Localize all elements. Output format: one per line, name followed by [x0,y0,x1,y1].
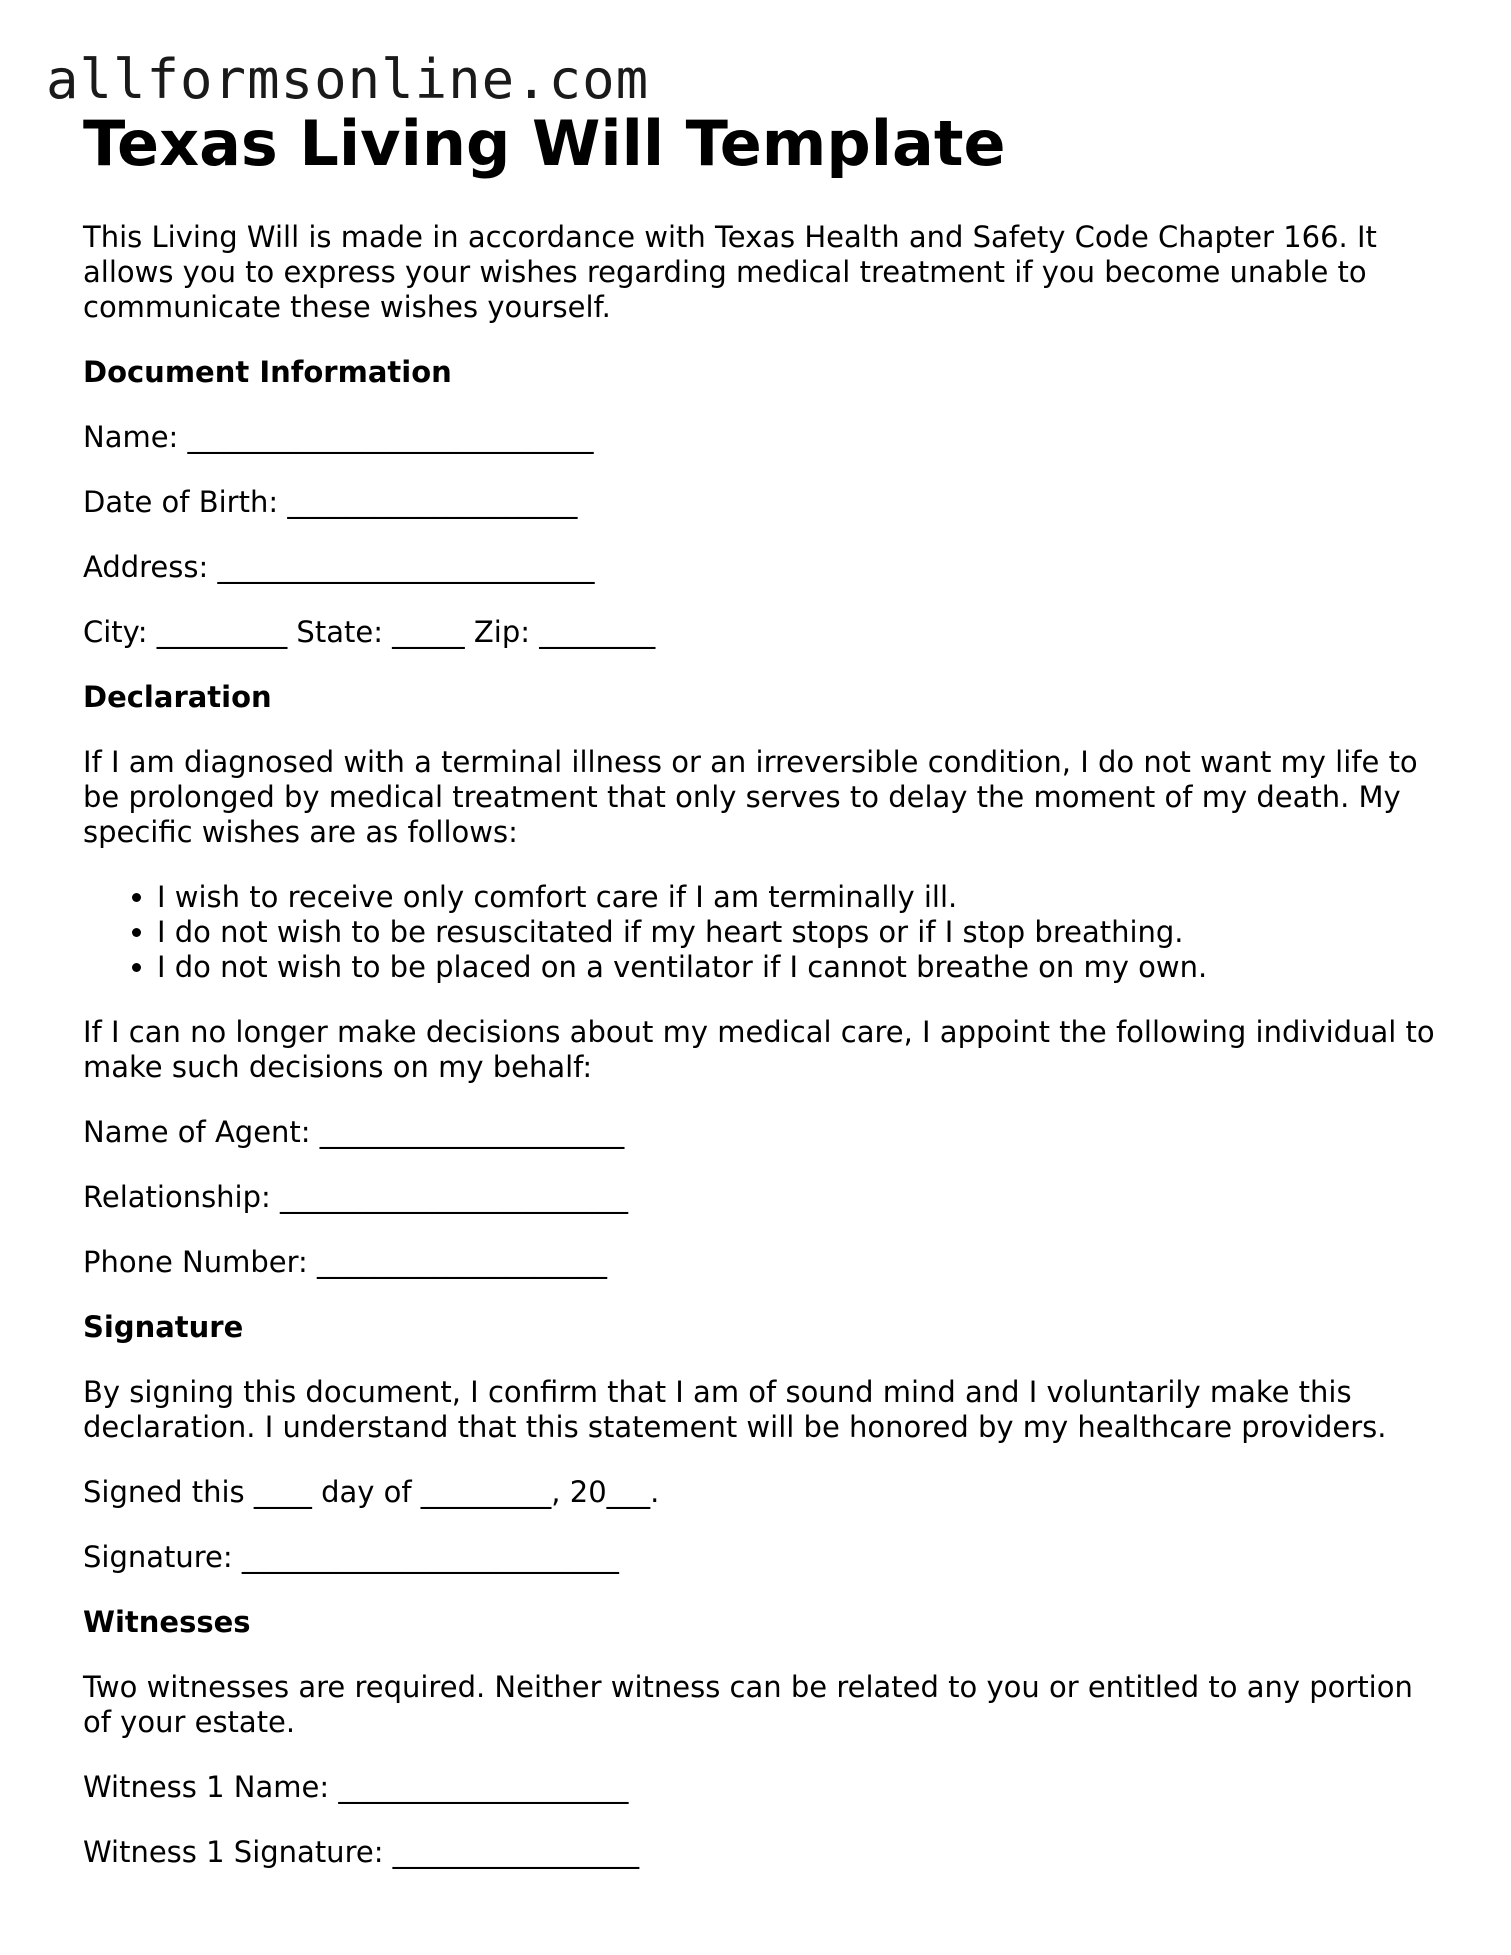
witness-1-name-field: Witness 1 Name: ____________________ [83,1770,629,1804]
signature-field: Signature: __________________________ [83,1540,619,1574]
list-item: • I do not wish to be placed on a ventilator if I cannot breathe on my own. [157,950,1443,985]
signature-paragraph: By signing this document, I confirm that I am of sound mind and I voluntarily make this declaration. I understand that this statement will be honored by my healthcare providers. [83,1375,1387,1444]
signature-heading: Signature [83,1310,244,1344]
declaration-heading: Declaration [83,680,272,714]
relationship-field: Relationship: ________________________ [83,1180,629,1214]
wishes-list [83,880,1443,985]
document-title: Texas Living Will Template [83,107,1006,180]
city-state-zip-field: City: _________ State: _____ Zip: ________ [83,615,656,649]
list-item: • I do not wish to be resuscitated if my heart stops or if I stop breathing. [157,915,1443,950]
witnesses-heading: Witnesses [83,1605,251,1639]
witnesses-paragraph: Two witnesses are required. Neither witness can be related to you or entitled to any portion of your estate. [83,1670,1413,1739]
witness-1-signature-field: Witness 1 Signature: _________________ [83,1835,640,1869]
agent-paragraph: If I can no longer make decisions about my medical care, I appoint the following individual to make such decisions on my behalf: [83,1015,1435,1084]
list-item: • I wish to receive only comfort care if I am terminally ill. [157,880,1443,915]
doc-info-heading: Document Information [83,355,452,389]
document-page [83,106,1443,1870]
site-watermark: allformsonline.com [46,48,650,111]
dob-field: Date of Birth: ____________________ [83,485,578,519]
agent-name-field: Name of Agent: _____________________ [83,1115,625,1149]
phone-field: Phone Number: ____________________ [83,1245,608,1279]
name-field: Name: ____________________________ [83,420,594,454]
intro-paragraph: This Living Will is made in accordance with Texas Health and Safety Code Chapter 166. It allows you to express your wishes regarding medical treatment if you become unable to communicate these wishes yourself. [83,220,1377,324]
declaration-paragraph: If I am diagnosed with a terminal illness or an irreversible condition, I do not want my life to be prolonged by medical treatment that only serves to delay the moment of my death. My specific wishes are as follows: [83,745,1418,849]
address-field: Address: __________________________ [83,550,595,584]
signed-date-field: Signed this ____ day of _________, 20___. [83,1475,660,1509]
